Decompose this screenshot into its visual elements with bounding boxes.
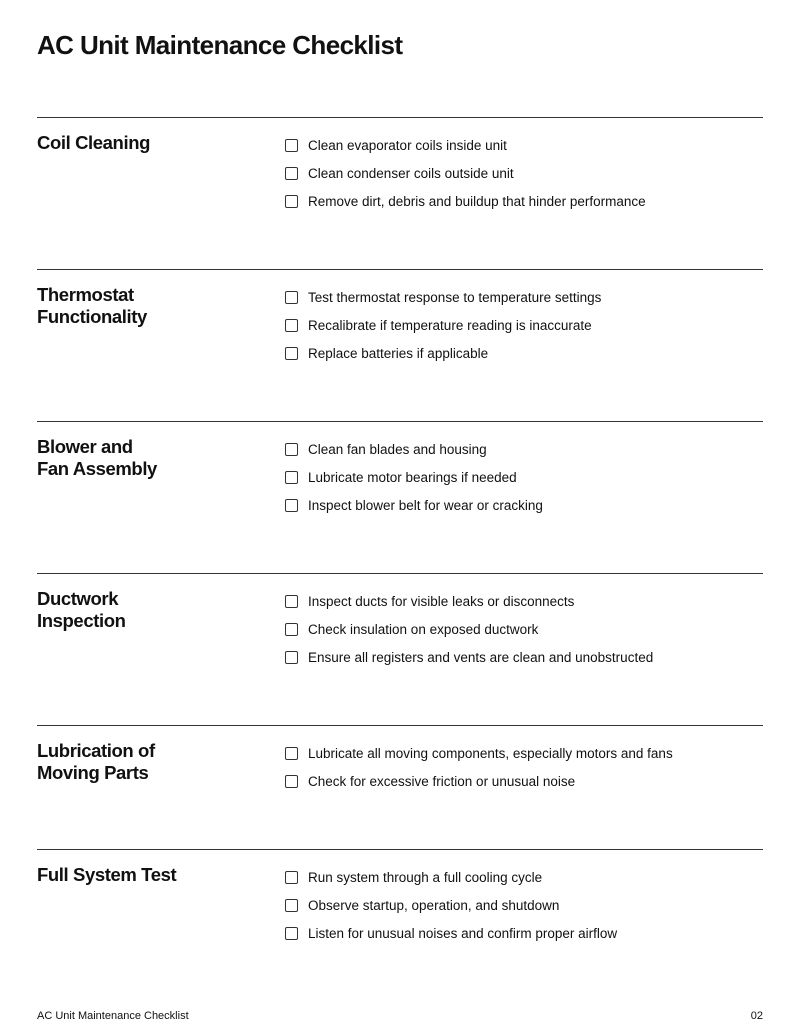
section-title: Full System Test (37, 864, 177, 885)
checklist-item (285, 643, 653, 671)
checkbox[interactable] (285, 927, 298, 940)
checklist-item-label: Lubricate all moving components, especially motors and fans (308, 745, 673, 761)
checklist-item-label: Clean fan blades and housing (308, 441, 487, 457)
page-number: 02 (750, 1010, 763, 1022)
section-lubrication (37, 725, 763, 849)
checkbox[interactable] (285, 347, 298, 360)
checkbox[interactable] (285, 139, 298, 152)
section-title: Thermostat Functionality (37, 284, 147, 327)
checkbox[interactable] (285, 499, 298, 512)
checklist-item (285, 463, 543, 491)
section-title: Coil Cleaning (37, 132, 150, 153)
section-title: Lubrication of Moving Parts (37, 740, 155, 783)
section-full-system-test (37, 849, 763, 989)
checklist-item (285, 283, 601, 311)
checkbox[interactable] (285, 747, 298, 760)
checkbox[interactable] (285, 195, 298, 208)
section-thermostat (37, 269, 763, 421)
checkbox[interactable] (285, 291, 298, 304)
checklist-item (285, 739, 673, 767)
checklist-item (285, 339, 601, 367)
checklist-item-label: Test thermostat response to temperature settings (308, 289, 602, 305)
footer-label: AC Unit Maintenance Checklist (37, 1010, 189, 1022)
checkbox[interactable] (285, 443, 298, 456)
checkbox[interactable] (285, 775, 298, 788)
checklist-sections (37, 117, 763, 989)
checklist-item (285, 587, 653, 615)
checkbox[interactable] (285, 167, 298, 180)
section-title: Ductwork Inspection (37, 588, 126, 631)
checklist (285, 283, 601, 367)
checklist-item (285, 863, 617, 891)
checklist-item-label: Remove dirt, debris and buildup that hinder performance (308, 193, 646, 209)
checklist-item (285, 615, 653, 643)
checkbox[interactable] (285, 623, 298, 636)
section-title: Blower and Fan Assembly (37, 436, 157, 479)
section-coil-cleaning (37, 117, 763, 269)
checkbox[interactable] (285, 319, 298, 332)
checklist-item (285, 311, 601, 339)
checklist-item (285, 767, 673, 795)
checklist (285, 739, 673, 795)
checklist-item (285, 435, 543, 463)
checkbox[interactable] (285, 595, 298, 608)
checkbox[interactable] (285, 471, 298, 484)
checklist (285, 863, 617, 947)
section-ductwork (37, 573, 763, 725)
checklist-item-label: Run system through a full cooling cycle (308, 869, 543, 885)
checklist-item-label: Check insulation on exposed ductwork (308, 621, 539, 637)
checklist (285, 587, 653, 671)
checklist-item-label: Clean condenser coils outside unit (308, 165, 514, 181)
page-title: AC Unit Maintenance Checklist (37, 30, 403, 60)
checklist-item (285, 187, 646, 215)
checkbox[interactable] (285, 651, 298, 664)
checklist (285, 435, 543, 519)
checklist-item (285, 159, 646, 187)
checkbox[interactable] (285, 899, 298, 912)
checklist (285, 131, 646, 215)
checklist-item (285, 919, 617, 947)
checklist-item-label: Inspect blower belt for wear or cracking (308, 497, 543, 513)
checklist-item-label: Inspect ducts for visible leaks or disconnects (308, 593, 575, 609)
checklist-item-label: Observe startup, operation, and shutdown (308, 897, 560, 913)
checklist-item-label: Replace batteries if applicable (308, 345, 489, 361)
checklist-item-label: Clean evaporator coils inside unit (308, 137, 507, 153)
checklist-item (285, 891, 617, 919)
checklist-item-label: Listen for unusual noises and confirm proper airflow (308, 925, 618, 941)
checklist-item-label: Recalibrate if temperature reading is inaccurate (308, 317, 592, 333)
checklist-item-label: Lubricate motor bearings if needed (308, 469, 517, 485)
checklist-item (285, 131, 646, 159)
checklist-item-label: Ensure all registers and vents are clean and unobstructed (308, 649, 654, 665)
checklist-item-label: Check for excessive friction or unusual noise (308, 773, 576, 789)
checkbox[interactable] (285, 871, 298, 884)
checklist-item (285, 491, 543, 519)
section-blower-fan (37, 421, 763, 573)
